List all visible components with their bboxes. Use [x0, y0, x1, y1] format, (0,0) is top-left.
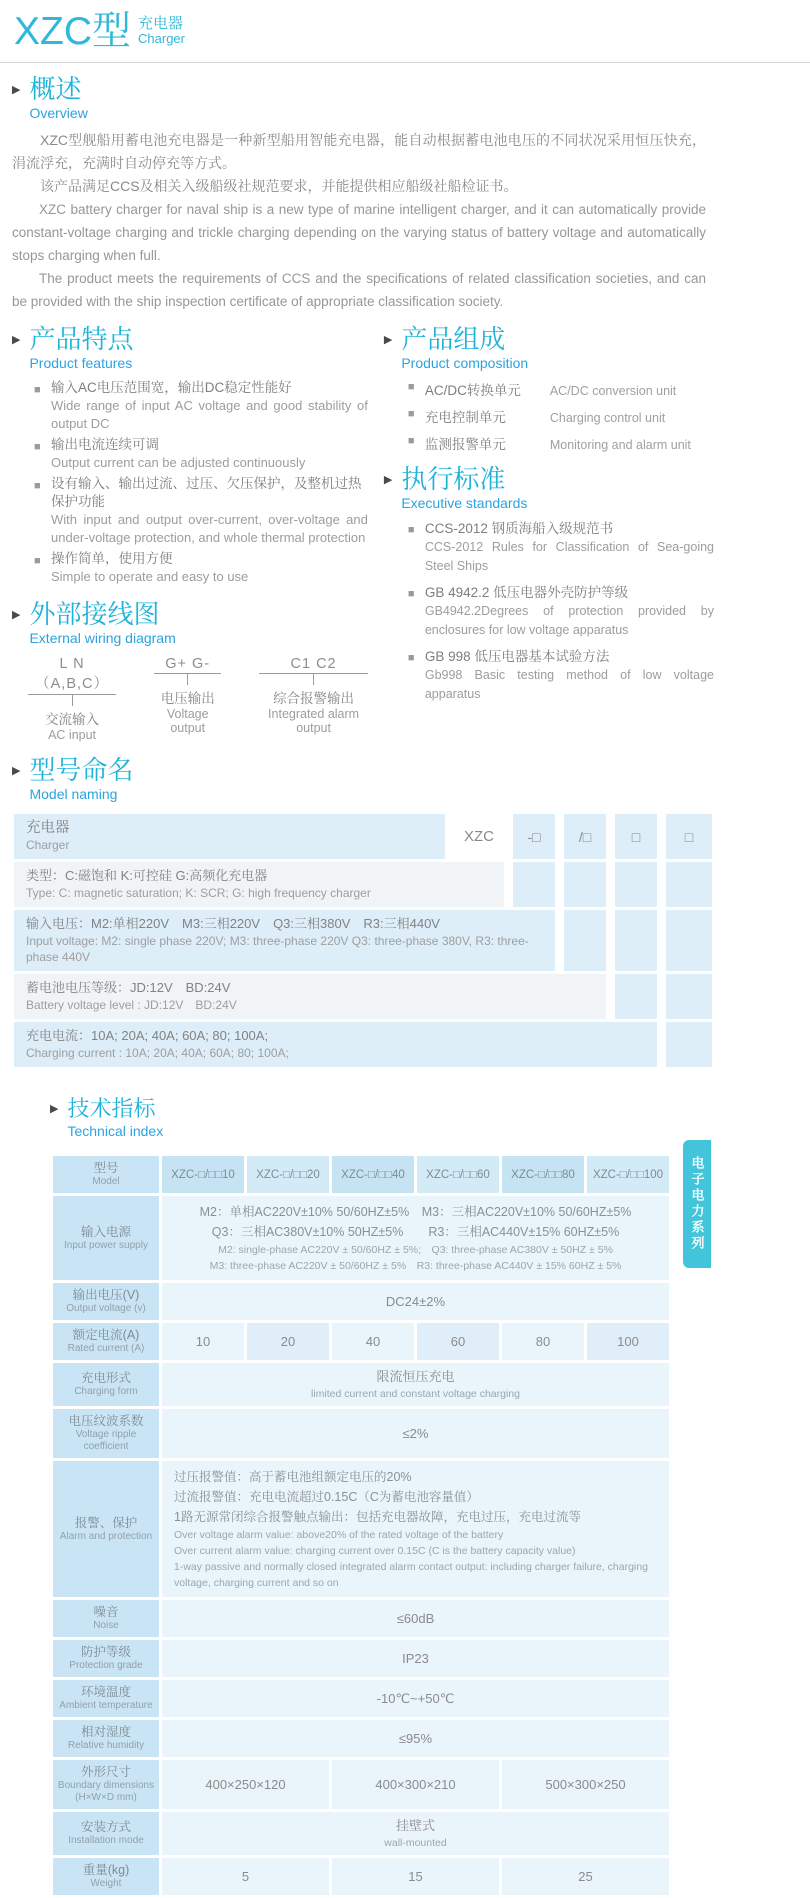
tech-row-label — [53, 1812, 159, 1855]
tech-label-en: Model — [92, 1176, 120, 1187]
tech-row-label — [53, 1680, 159, 1717]
naming-code-strip — [615, 862, 657, 907]
tech-value-cell — [162, 1323, 244, 1360]
bullet-square-icon: ■ — [407, 408, 415, 421]
tech-value: 20 — [280, 1334, 296, 1349]
tech-value-line: ≤60dB — [396, 1611, 435, 1626]
tech-row — [53, 1720, 669, 1757]
features-heading-text — [29, 325, 133, 371]
composition-title-cn: 产品组成 — [401, 324, 506, 355]
tech-value: 10 — [195, 1334, 211, 1349]
tech-value-cell — [162, 1640, 669, 1677]
naming-title-en: Model naming — [29, 786, 118, 803]
tech-value-cell — [162, 1858, 329, 1895]
feature-item — [34, 379, 368, 433]
standards-title-cn: 执行标准 — [401, 464, 506, 495]
tech-row-label — [53, 1196, 159, 1280]
composition-list — [408, 379, 714, 453]
tech-row — [53, 1640, 669, 1677]
tech-label-cn: 电压纹波系数 — [68, 1414, 144, 1428]
tech-value: 500×300×250 — [545, 1777, 626, 1792]
composition-item — [408, 406, 714, 426]
bullet-square-icon: ■ — [34, 384, 41, 397]
tech-row — [53, 1283, 669, 1320]
terminal-designators: C1 C2 — [259, 656, 368, 674]
left-column — [12, 325, 368, 742]
naming-text-en: Battery voltage level : JD:12V BD:24V — [26, 998, 237, 1013]
tech-row-label — [53, 1760, 159, 1809]
tech-value-line: ≤2% — [402, 1426, 429, 1441]
tech-label-cn: 环境温度 — [80, 1685, 131, 1699]
bullet-square-icon: ■ — [34, 441, 41, 454]
tech-value: 80 — [535, 1334, 551, 1349]
tech-value-line: M2：单相AC220V±10% 50/60HZ±5% M3：三相AC220V±10% 50/60HZ±5% — [199, 1205, 632, 1219]
tech-value-line: IP23 — [402, 1651, 429, 1666]
overview-paragraphs — [12, 129, 706, 313]
wiring-title-cn: 外部接线图 — [29, 599, 160, 630]
two-column-block — [12, 325, 714, 742]
terminal-label-en: Voltage output — [166, 707, 209, 736]
standards-title-en: Executive standards — [401, 495, 528, 512]
section-naming — [12, 756, 714, 1067]
feature-text-en: With input and output over-current, over-voltage and under-voltage protection, and whole thermal protection — [51, 512, 368, 546]
tech-row-label — [53, 1156, 159, 1193]
terminal-label-cn: 交流输入 — [45, 712, 100, 728]
terminal-label-en: Integrated alarm output — [268, 707, 360, 736]
product-model-title: XZC型 — [14, 10, 132, 53]
tech-label-en: Protection grade — [69, 1660, 143, 1671]
overview-title-cn: 概述 — [29, 73, 82, 104]
naming-code-strip — [666, 910, 712, 971]
tech-row — [53, 1812, 669, 1855]
header-divider — [0, 62, 810, 63]
naming-text-cn: 充电器 — [26, 820, 70, 837]
tech-row-label — [53, 1858, 159, 1895]
tech-value-line: Q3：三相AC380V±10% 50HZ±5% R3：三相AC440V±15% 60HZ±5% — [211, 1225, 620, 1239]
naming-row-label — [14, 814, 445, 859]
composition-text-cn: 监测报警单元 — [424, 437, 506, 453]
composition-item — [408, 433, 714, 453]
feature-text-cn: ■ 操作简单，使用方便 — [34, 550, 368, 568]
tech-row — [53, 1680, 669, 1717]
tech-value-line: wall-mounted — [384, 1837, 447, 1849]
tech-value: 400×300×210 — [375, 1777, 456, 1792]
tech-row-label — [53, 1600, 159, 1637]
section-overview — [12, 75, 714, 313]
tech-model-cell: XZC-□/□□80 — [502, 1156, 584, 1193]
composition-title-en: Product composition — [401, 355, 529, 372]
wiring-terminal — [154, 656, 221, 742]
tech-value-cell — [502, 1323, 584, 1360]
tech-row — [53, 1760, 669, 1809]
tech-value-cell — [587, 1323, 669, 1360]
tech-title-en: Technical index — [67, 1123, 164, 1139]
section-wiring — [12, 600, 368, 742]
terminal-label-cn: 电压输出 — [160, 691, 215, 707]
tech-value-line: 挂壁式 — [395, 1818, 435, 1833]
tech-value-line: Over current alarm value: charging current over 0.15C (C is the battery capacity value) — [174, 1545, 576, 1557]
overview-paragraph: The product meets the requirements of CCS and the specifications of related classification societies, and can be provided with the ship inspection certificate of appropriate classification society. — [12, 271, 706, 310]
tech-row-label — [53, 1461, 159, 1597]
standard-text-cn: ■ GB 998 低压电器基本试验方法 — [408, 647, 714, 666]
naming-row-label — [14, 1022, 657, 1067]
naming-text-cn: 类型：C:磁饱和 K:可控硅 G:高频化充电器 — [26, 868, 268, 884]
naming-code-strip — [564, 862, 606, 907]
standard-text-cn: ■ CCS-2012 钢质海船入级规范书 — [408, 519, 714, 538]
standard-item — [408, 583, 714, 640]
tech-row-label — [53, 1640, 159, 1677]
tech-value-line: 1-way passive and normally closed integrated alarm contact output: including charger failure, charging voltage, charging current and so on — [174, 1561, 648, 1589]
feature-text-cn: ■ 输出电流连续可调 — [34, 436, 368, 454]
tech-value-line: limited current and constant voltage charging — [311, 1388, 520, 1400]
tech-value-cell — [502, 1760, 669, 1809]
tech-label-cn: 型号 — [93, 1161, 119, 1175]
naming-code-strip — [666, 862, 712, 907]
tech-value-cell — [162, 1196, 669, 1280]
tech-value: 5 — [241, 1869, 250, 1884]
bullet-square-icon: ■ — [34, 555, 41, 568]
tech-value: 40 — [365, 1334, 381, 1349]
bullet-square-icon: ■ — [407, 588, 415, 601]
tech-row — [53, 1363, 669, 1406]
tech-label-cn: 额定电流(A) — [72, 1328, 140, 1342]
tech-value-line: Over voltage alarm value: above20% of the rated voltage of the battery — [174, 1529, 504, 1541]
tech-value-line: 过压报警值：高于蓄电池组额定电压的20% — [174, 1470, 412, 1484]
terminal-lead-line — [187, 674, 188, 685]
tech-value-cell — [162, 1680, 669, 1717]
tech-label-cn: 重量(kg) — [82, 1863, 130, 1877]
tech-row-label — [53, 1720, 159, 1757]
section-arrow-icon: ▶ — [383, 334, 393, 347]
tech-value-line: M2: single-phase AC220V ± 50/60HZ ± 5%; Q3: three-phase AC380V ± 50HZ ± 5% — [218, 1244, 613, 1256]
tech-value-cell — [162, 1363, 669, 1406]
standard-item — [408, 647, 714, 704]
naming-code-box: □ — [666, 814, 712, 859]
tech-label-en: Charging form — [74, 1386, 138, 1397]
section-arrow-icon: ▶ — [50, 1103, 59, 1116]
tech-label-en: Relative humidity — [67, 1740, 145, 1751]
tech-row — [53, 1858, 669, 1895]
tech-value: 60 — [450, 1334, 466, 1349]
features-title-en: Product features — [29, 355, 133, 372]
naming-text-cn: 蓄电池电压等级：JD:12V BD:24V — [26, 980, 231, 996]
naming-text-en: Input voltage: M2: single phase 220V; M3: three-phase 220V Q3: three-phase 380V, R3: three-phase 440V — [26, 934, 529, 965]
tech-row — [53, 1461, 669, 1597]
naming-text-cn: 充电电流：10A; 20A; 40A; 60A; 80; 100A; — [26, 1028, 269, 1044]
composition-heading — [384, 325, 714, 371]
right-column — [384, 325, 714, 742]
tech-value-cell — [162, 1600, 669, 1637]
tech-row-label — [53, 1323, 159, 1360]
model-naming-table — [14, 814, 712, 1067]
terminal-lead-line — [72, 695, 73, 706]
naming-code-strip — [513, 862, 555, 907]
product-name-block — [138, 15, 185, 47]
feature-text-en: Output current can be adjusted continuously — [51, 455, 306, 471]
tech-label-cn: 充电形式 — [80, 1371, 131, 1385]
composition-text-en: AC/DC conversion unit — [549, 384, 677, 399]
composition-text-cn: 充电控制单元 — [424, 410, 506, 426]
feature-item — [34, 436, 368, 472]
series-side-tab — [683, 1140, 711, 1268]
overview-paragraph: XZC型舰船用蓄电池充电器是一种新型船用智能充电器，能自动根据蓄电池电压的不同状况采用恒压快充，涓流浮充，充满时自动停充等方式。 — [12, 132, 706, 172]
naming-row-label — [14, 910, 555, 971]
tech-value-line: DC24±2% — [385, 1294, 446, 1309]
tech-value-line: ≤95% — [398, 1731, 433, 1746]
feature-text-cn: ■ 输入AC电压范围宽，输出DC稳定性能好 — [34, 379, 368, 397]
tech-value: 15 — [408, 1869, 423, 1884]
tech-label-en: Boundary dimensions — [57, 1780, 155, 1791]
feature-item — [34, 475, 368, 547]
section-arrow-icon: ▶ — [12, 334, 21, 347]
naming-code-box: XZC — [464, 828, 494, 846]
tech-label-cn: 外形尺寸 — [80, 1765, 131, 1779]
naming-text-cn: 输入电压：M2:单相220V M3:三相220V Q3:三相380V R3:三相440V — [26, 916, 440, 932]
feature-text-en: Simple to operate and easy to use — [51, 569, 249, 585]
section-arrow-icon: ▶ — [12, 765, 21, 778]
tech-title-cn: 技术指标 — [67, 1096, 156, 1122]
tech-row-label — [53, 1363, 159, 1406]
tech-value-cell — [162, 1283, 669, 1320]
tech-label-en: Output voltage (v) — [66, 1303, 146, 1314]
naming-row-label — [14, 862, 504, 907]
tech-heading-text — [67, 1097, 163, 1139]
naming-text-en: Charging current : 10A; 20A; 40A; 60A; 80; 100A; — [26, 1046, 289, 1061]
naming-code-strip — [666, 974, 712, 1019]
overview-paragraph: XZC battery charger for naval ship is a new type of marine intelligent charger, and it can automatically provide constant-voltage charging and trickle charging depending on the varying status of battery voltage and automatically stops charging when full. — [12, 202, 706, 264]
product-name-cn: 充电器 — [138, 15, 184, 32]
tech-heading — [50, 1097, 714, 1139]
naming-code-strip — [666, 1022, 712, 1067]
product-name-en: Charger — [138, 31, 185, 47]
wiring-terminal — [28, 656, 116, 742]
naming-heading — [12, 756, 714, 802]
tech-label-en: Alarm and protection — [59, 1530, 153, 1542]
composition-item — [408, 379, 714, 399]
naming-heading-text — [29, 756, 133, 802]
wiring-terminals — [28, 656, 368, 742]
tech-value-line: 1路无源常闭综合报警触点输出：包括充电器故障，充电过压，充电过流等 — [174, 1510, 581, 1524]
tech-label-cn: 输入电源 — [80, 1224, 131, 1239]
terminal-designators: G+ G- — [154, 656, 221, 674]
features-heading — [12, 325, 368, 371]
tech-row-label — [53, 1283, 159, 1320]
tech-label-en: Voltage ripple coefficient — [75, 1429, 137, 1452]
tech-label-cn: 安装方式 — [80, 1820, 131, 1834]
tech-model-cell: XZC-□/□□10 — [162, 1156, 244, 1193]
wiring-title-en: External wiring diagram — [29, 630, 176, 647]
tech-value: 25 — [578, 1869, 593, 1884]
naming-code-strip — [615, 910, 657, 971]
tech-value-line: -10℃~+50℃ — [376, 1691, 455, 1706]
tech-value-cell — [162, 1409, 669, 1458]
feature-item — [34, 550, 368, 586]
brand-header — [12, 10, 714, 53]
composition-heading-text — [401, 325, 528, 371]
terminal-label-cn: 综合报警输出 — [273, 691, 355, 707]
tech-label-en: (H×W×D mm) — [75, 1792, 137, 1803]
tech-value-cell — [332, 1858, 499, 1895]
section-arrow-icon: ▶ — [383, 474, 393, 487]
bullet-square-icon: ■ — [407, 435, 415, 448]
wiring-heading-text — [29, 600, 175, 646]
tech-label-en: Ambient temperature — [59, 1700, 153, 1711]
naming-code-strip — [615, 974, 657, 1019]
tech-label-cn: 输出电压(V) — [72, 1288, 140, 1302]
tech-model-cell: XZC-□/□□40 — [332, 1156, 414, 1193]
tech-value-cell — [162, 1461, 669, 1597]
tech-value: 100 — [617, 1334, 639, 1349]
tech-value-line: 限流恒压充电 — [376, 1369, 455, 1384]
section-arrow-icon: ▶ — [12, 609, 21, 622]
composition-text-cn: AC/DC转换单元 — [424, 383, 521, 399]
tech-model-cell: XZC-□/□□100 — [587, 1156, 669, 1193]
tech-row — [53, 1156, 669, 1193]
standards-heading-text — [401, 465, 527, 511]
naming-code-box: -□ — [513, 814, 555, 859]
wiring-terminal — [259, 656, 368, 742]
overview-heading — [12, 75, 714, 121]
technical-index-table — [50, 1153, 672, 1898]
tech-value-cell — [502, 1858, 669, 1895]
tech-value-cell — [162, 1720, 669, 1757]
tech-value-cell — [332, 1323, 414, 1360]
terminal-label-en: AC input — [48, 728, 97, 743]
section-arrow-icon: ▶ — [12, 83, 21, 96]
standards-list — [408, 519, 714, 704]
tech-value-cell — [332, 1760, 499, 1809]
tech-label-cn: 报警、保护 — [74, 1515, 138, 1530]
standard-text-en: Gb998 Basic testing method of low voltage apparatus — [424, 668, 714, 702]
standards-heading — [384, 465, 714, 511]
bullet-square-icon: ■ — [34, 480, 41, 493]
tech-label-en: Installation mode — [68, 1835, 144, 1846]
tech-label-en: Input power supply — [64, 1239, 148, 1251]
tech-label-en: Noise — [93, 1620, 119, 1631]
tech-value-cell — [162, 1812, 669, 1855]
standard-item — [408, 519, 714, 576]
tech-model-cell: XZC-□/□□20 — [247, 1156, 329, 1193]
tech-row — [53, 1600, 669, 1637]
tech-model-cell: XZC-□/□□60 — [417, 1156, 499, 1193]
feature-text-en: Wide range of input AC voltage and good stability of output DC — [51, 398, 368, 432]
tech-label-en: Weight — [90, 1878, 122, 1889]
series-tab-label: 电子电力系列 — [689, 1156, 705, 1252]
standard-text-en: GB4942.2Degrees of protection provided by enclosures for low voltage apparatus — [424, 604, 714, 638]
naming-code-box: /□ — [564, 814, 606, 859]
tech-value-line: 过流报警值：充电电流超过0.15C（C为蓄电池容量值） — [174, 1490, 479, 1504]
naming-code-box: □ — [615, 814, 657, 859]
tech-row — [53, 1323, 669, 1360]
naming-text-en: Type: C: magnetic saturation; K: SCR; G: high frequency charger — [26, 886, 371, 901]
overview-title-en: Overview — [29, 105, 88, 122]
naming-title-cn: 型号命名 — [29, 755, 134, 786]
overview-heading-text — [29, 75, 87, 121]
terminal-lead-line — [313, 674, 314, 685]
tech-value-line: M3: three-phase AC220V ± 50/60HZ ± 5% R3: three-phase AC440V ± 15% 60HZ ± 5% — [209, 1260, 622, 1272]
wiring-heading — [12, 600, 368, 646]
tech-value-cell — [247, 1323, 329, 1360]
feature-text-cn: ■ 设有输入、输出过流、过压、欠压保护，及整机过热保护功能 — [34, 476, 362, 510]
standard-text-en: CCS-2012 Rules for Classification of Sea-going Steel Ships — [424, 540, 714, 574]
tech-label-cn: 防护等级 — [80, 1645, 131, 1659]
tech-row — [53, 1196, 669, 1280]
tech-value: 400×250×120 — [205, 1777, 286, 1792]
section-technical-index — [50, 1097, 714, 1898]
naming-code-strip — [564, 910, 606, 971]
bullet-square-icon: ■ — [407, 381, 415, 394]
terminal-designators: L N（A,B,C） — [28, 656, 116, 695]
tech-label-en: Rated current (A) — [67, 1343, 145, 1354]
naming-text-en: Charger — [26, 838, 70, 853]
bullet-square-icon: ■ — [407, 524, 415, 537]
tech-row — [53, 1409, 669, 1458]
overview-paragraph: 该产品满足CCS及相关入级船级社规范要求，并能提供相应船级社船检证书。 — [40, 178, 518, 195]
composition-text-en: Charging control unit — [549, 411, 666, 426]
features-title-cn: 产品特点 — [29, 324, 134, 355]
features-list — [34, 379, 368, 586]
naming-row-label — [14, 974, 606, 1019]
tech-value-cell — [162, 1760, 329, 1809]
composition-text-en: Monitoring and alarm unit — [549, 438, 691, 453]
tech-row-label — [53, 1409, 159, 1458]
standard-text-cn: ■ GB 4942.2 低压电器外壳防护等级 — [408, 583, 714, 602]
tech-label-cn: 噪音 — [93, 1605, 119, 1619]
tech-label-cn: 相对湿度 — [80, 1725, 131, 1739]
tech-value-cell — [417, 1323, 499, 1360]
bullet-square-icon: ■ — [407, 652, 415, 665]
